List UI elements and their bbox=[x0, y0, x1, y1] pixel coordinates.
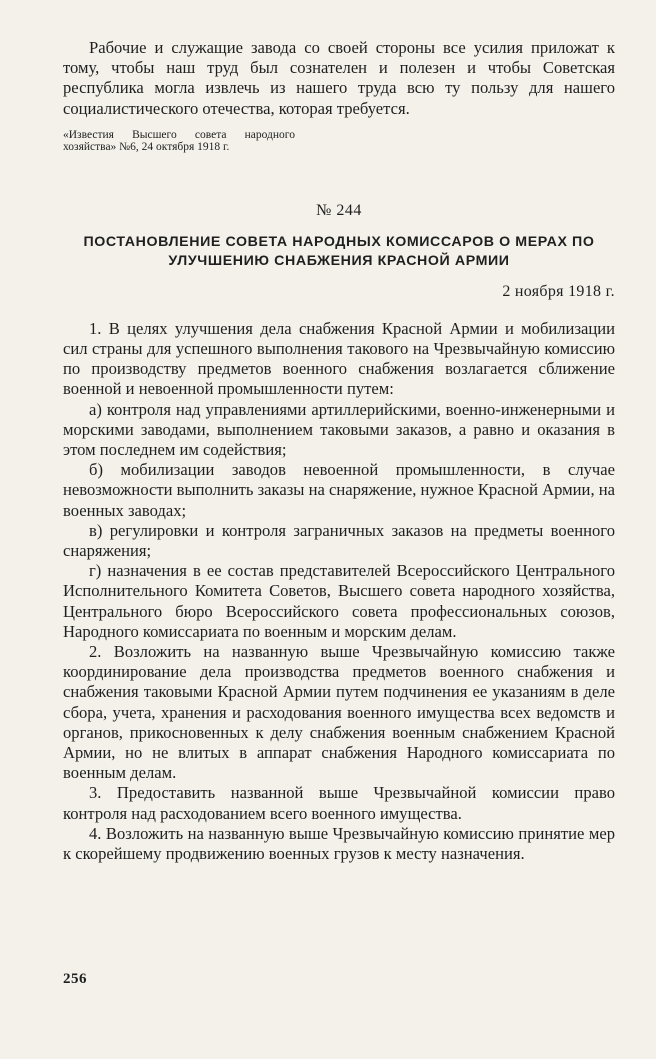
page-number: 256 bbox=[63, 971, 87, 987]
paragraph-1b: б) мобилизации заводов невоенной промышленности, в случае невозможности выполнить заказы на снаряжение, нужное Красной Армии, на военных заводах; bbox=[63, 460, 615, 520]
paragraph-4: 4. Возложить на названную выше Чрезвычайную комиссию принятие мер к скорейшему продвижению военных грузов к месту назначения. bbox=[63, 823, 615, 864]
intro-paragraph: Рабочие и служащие завода со своей стороны все усилия приложат к тому, чтобы наш труд был сознателен и полезен и чтобы Советская республика могла извлечь из нашего труда всю ту пользу для нашего социалистического отечества, которая требуется. bbox=[63, 38, 615, 118]
document-page bbox=[63, 38, 615, 864]
document-number: № 244 bbox=[316, 201, 362, 219]
source-citation: «Известия Высшего совета народного хозяйства» №6, 24 октября 1918 г. bbox=[63, 128, 295, 154]
document-title: ПОСТАНОВЛЕНИЕ СОВЕТА НАРОДНЫХ КОМИССАРОВ О МЕРАХ ПО УЛУЧШЕНИЮ СНАБЖЕНИЯ КРАСНОЙ АРМИИ bbox=[83, 233, 595, 269]
document-date: 2 ноября 1918 г. bbox=[502, 282, 615, 300]
document-body bbox=[63, 319, 615, 864]
paragraph-3: 3. Предоставить названной выше Чрезвычайной комиссии право контроля над расходованием всего военного имущества. bbox=[63, 783, 615, 823]
paragraph-1: 1. В целях улучшения дела снабжения Красной Армии и мобилизации сил страны для успешного выполнения такового на Чрезвычайную комиссию по производству предметов военного снабжения возлагается сближение военной и невоенной промышленности путем: bbox=[63, 318, 615, 399]
paragraph-2: 2. Возложить на названную выше Чрезвычайную комиссию также координирование дела производства предметов военного снабжения и снабжения таковыми Красной Армии путем подчинения ее указаниям в деле сбора, учета, хранения и расходования военного имущества всех ведомств и органов, прикосновенных к делу снабжения военным снабжением Красной Армии, но не влитых в аппарат снабжения Народного комиссариата по военным делам. bbox=[63, 642, 615, 783]
paragraph-1g: г) назначения в ее состав представителей Всероссийского Центрального Исполнительного Комитета Советов, Высшего совета народного хозяйства, Центрального бюро Всероссийского совета профессиональных союзов, Народного комиссариата по военным и морским делам. bbox=[63, 561, 615, 641]
paragraph-1v: в) регулировки и контроля заграничных заказов на предметы военного снаряжения; bbox=[63, 520, 615, 561]
paragraph-1a: а) контроля над управлениями артиллерийскими, военно-инженерными и морскими заводами, выполнением таковыми заказов, а равно и оказания в этом последнем им содействия; bbox=[63, 399, 615, 460]
